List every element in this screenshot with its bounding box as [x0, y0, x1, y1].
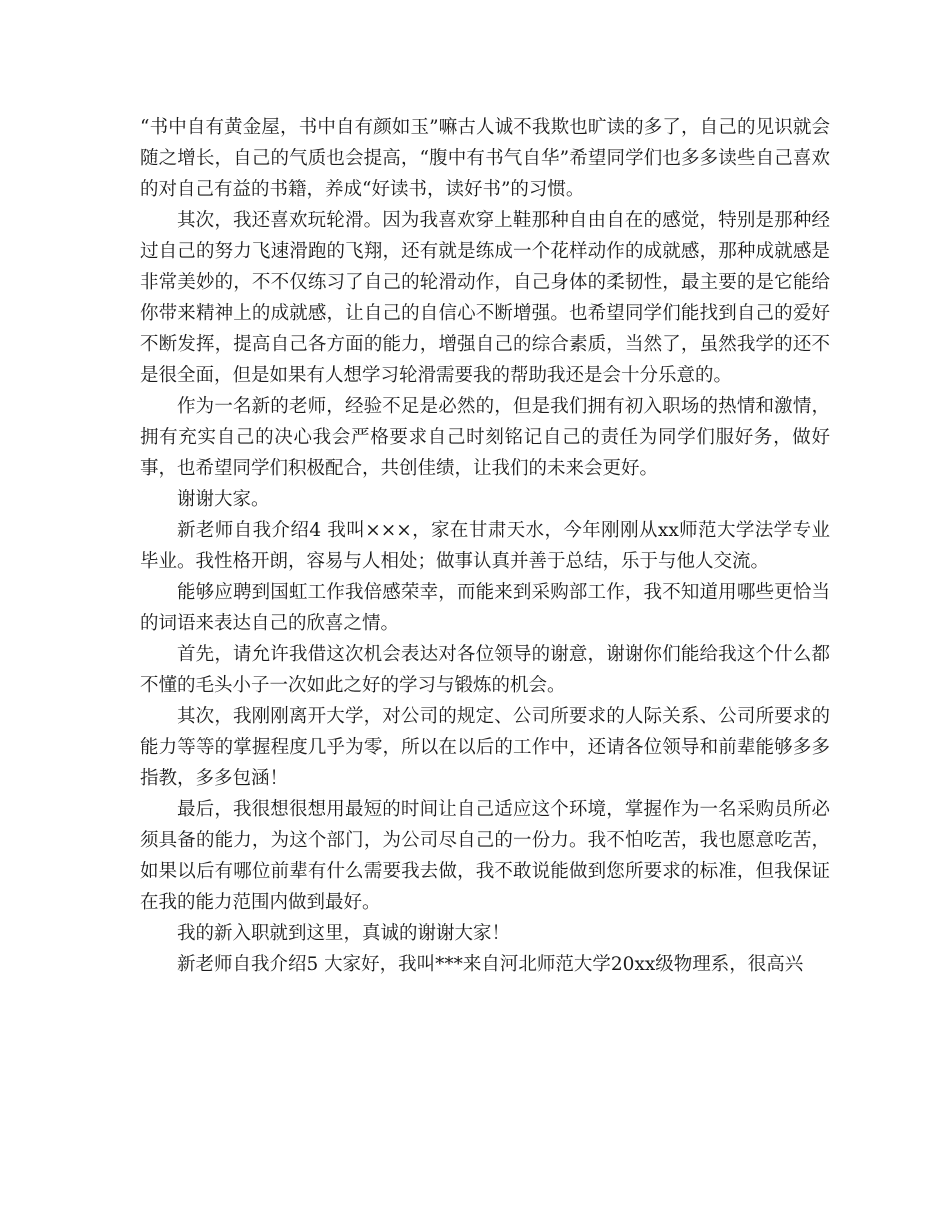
paragraph-honored: 能够应聘到国虹工作我倍感荣幸，而能来到采购部工作，我不知道用哪些更恰当的词语来表达自己的欣喜之情。: [140, 582, 830, 634]
paragraph-closing: 我的新入职就到这里，真诚的谢谢大家！: [177, 923, 511, 944]
paragraph-new-teacher: 作为一名新的老师，经验不足是必然的，但是我们拥有初入职场的热情和激情，拥有充实自己的决心我会严格要求自己时刻铭记自己的责任为同学们服好务，做好事，也希望同学们积极配合，共创佳绩，让我们的未来会更好。: [140, 396, 830, 479]
paragraph-thanks: 谢谢大家。: [177, 489, 270, 510]
paragraph-intro-5: 新老师自我介绍5 大家好，我叫***来自河北师范大学20xx级物理系，很高兴: [177, 954, 804, 975]
paragraph-second: 其次，我刚刚离开大学，对公司的规定、公司所要求的人际关系、公司所要求的能力等等的掌握程度几乎为零，所以在以后的工作中，还请各位领导和前辈能够多多指教，多多包涵！: [140, 706, 830, 789]
document-page: [140, 112, 830, 980]
paragraph-intro-4: 新老师自我介绍4 我叫×××，家在甘肃天水，今年刚刚从xx师范大学法学专业毕业。我性格开朗，容易与人相处；做事认真并善于总结，乐于与他人交流。: [140, 520, 830, 572]
paragraph-first: 首先，请允许我借这次机会表达对各位领导的谢意，谢谢你们能给我这个什么都不懂的毛头小子一次如此之好的学习与锻炼的机会。: [140, 644, 830, 696]
paragraph-roller-skating: 其次，我还喜欢玩轮滑。因为我喜欢穿上鞋那种自由自在的感觉，特别是那种经过自己的努力飞速滑跑的飞翔，还有就是练成一个花样动作的成就感，那种成就感是非常美妙的，不不仅练习了自己的轮滑动作，自己身体的柔韧性，最主要的是它能给你带来精神上的成就感，让自己的自信心不断增强。也希望同学们能找到自己的爱好不断发挥，提高自己各方面的能力，增强自己的综合素质，当然了，虽然我学的还不是很全面，但是如果有人想学习轮滑需要我的帮助我还是会十分乐意的。: [140, 210, 830, 386]
paragraph-reading: “书中自有黄金屋，书中自有颜如玉”嘛古人诚不我欺也旷读的多了，自己的见识就会随之增长，自己的气质也会提高，“腹中有书气自华”希望同学们也多多读些自己喜欢的对自己有益的书籍，养成“好读书，读好书”的习惯。: [140, 117, 830, 200]
paragraph-finally: 最后，我很想很想用最短的时间让自己适应这个环境，掌握作为一名采购员所必须具备的能力，为这个部门，为公司尽自己的一份力。我不怕吃苦，我也愿意吃苦，如果以后有哪位前辈有什么需要我去做，我不敢说能做到您所要求的标准，但我保证在我的能力范围内做到最好。: [140, 799, 830, 913]
